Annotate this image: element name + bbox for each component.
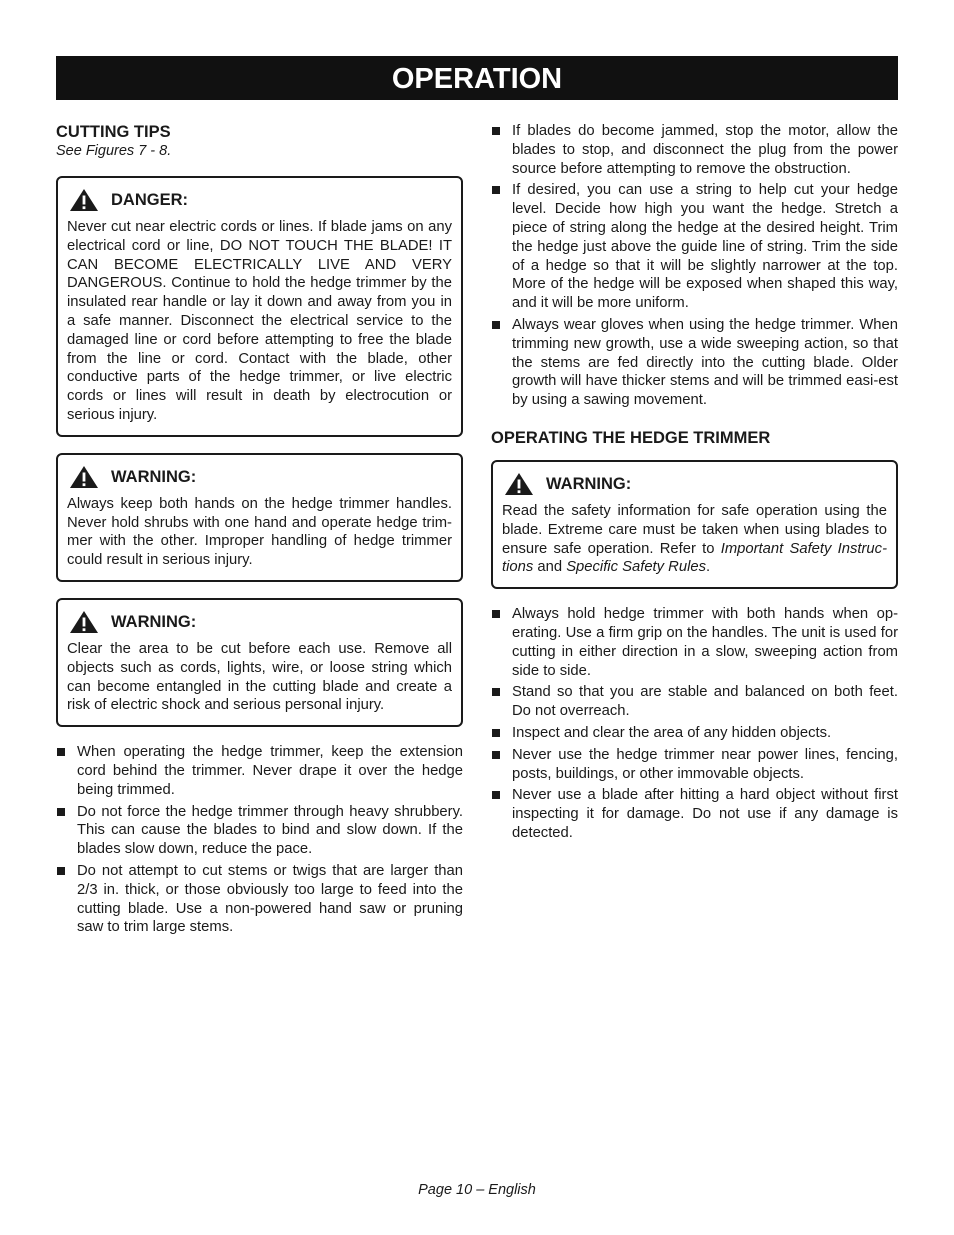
bullet-square-icon xyxy=(492,729,500,737)
warning-callout-blade xyxy=(491,460,898,589)
page-footer: Page 10 – English xyxy=(418,1182,536,1198)
bullet-square-icon xyxy=(57,867,65,875)
warning-callout-hands xyxy=(56,453,463,582)
safety-rules-ref: Specific Safety Rules xyxy=(566,559,706,576)
warning-text: Clear the area to be cut before each use. Remove all objects such as cords, lights, wire, or loose string which can become entangled in the cutting blade and create a risk of electric shock and serious personal injury. xyxy=(67,640,452,714)
warning-triangle-icon xyxy=(69,465,99,489)
bullet-square-icon xyxy=(492,688,500,696)
bullet-square-icon xyxy=(492,321,500,329)
cutting-tips-list xyxy=(56,743,463,937)
danger-text: Never cut near electric cords or lines. If blade jams on any electrical cord or line, DO NOT TOUCH THE BLADE! IT CAN BECOME ELECTRICALLY LIVE AND VERY DANGEROUS. Continue to hold the hedge trimmer by the insulated rear handle or lay it down and away from you in a safe manner. Disconnect the electrical service to the damaged line or cord before attempting to free the blade from the line or cord. Contact with the blade, other conductive parts of the hedge trimmer, or live electric cords or lines will result in death by electrocution or serious injury. xyxy=(67,219,452,423)
list-item: Always hold hedge trimmer with both hands when op-erating. Use a firm grip on the handles. The unit is used for cutting in either direction in a slow, sweeping action from side to side. xyxy=(491,605,898,680)
list-item: If blades do become jammed, stop the motor, allow the blades to stop, and disconnect the plug from the power source before attempting to remove the obstruction. xyxy=(491,122,898,178)
cutting-tips-heading: CUTTING TIPS xyxy=(56,123,171,141)
bullet-square-icon xyxy=(492,791,500,799)
list-item: When operating the hedge trimmer, keep the extension cord behind the trimmer. Never drape it over the hedge being trimmed. xyxy=(56,743,463,799)
bullet-square-icon xyxy=(492,610,500,618)
list-item: If desired, you can use a string to help cut your hedge level. Decide how high you want the hedge. Stretch a piece of string along the hedge at the desired height. Trim the hedge just above the guide line of string. Trim the side of a hedge so that it will be slightly narrower at the top. More of the hedge will be exposed when shaped this way, and it will be more uniform. xyxy=(491,181,898,313)
safety-instructions-ref: Important Safety Instruc-tions xyxy=(502,540,887,576)
right-column xyxy=(491,122,898,846)
cutting-tips-list-continued xyxy=(491,122,898,410)
list-item: Inspect and clear the area of any hidden objects. xyxy=(491,724,898,743)
left-column xyxy=(56,122,463,940)
see-figures-note: See Figures 7 - 8. xyxy=(56,143,172,159)
warning-text: Always keep both hands on the hedge trimmer handles. Never hold shrubs with one hand and operate hedge trim-mer with the other. Improper handling of hedge trimmer could result in serious injury. xyxy=(67,495,452,569)
warning-triangle-icon xyxy=(504,472,534,496)
bullet-square-icon xyxy=(492,751,500,759)
list-item: Always wear gloves when using the hedge trimmer. When trimming new growth, use a wide sweeping action, so that the stems are fed directly into the cutting blade. Older growth will have thicker stems and will be trimmed easi-est by using a sawing movement. xyxy=(491,316,898,410)
bullet-square-icon xyxy=(57,748,65,756)
bullet-square-icon xyxy=(492,127,500,135)
bullet-square-icon xyxy=(57,808,65,816)
warning-label: WARNING: xyxy=(111,467,197,486)
warning-label: WARNING: xyxy=(111,612,197,631)
list-item: Never use the hedge trimmer near power lines, fencing, posts, buildings, or other immovable objects. xyxy=(491,746,898,784)
list-item: Do not attempt to cut stems or twigs that are larger than 2/3 in. thick, or those obviously too large to feed into the cutting blade. Use a non-powered hand saw or pruning saw to trim large stems. xyxy=(56,862,463,937)
danger-callout xyxy=(56,176,463,437)
warning-label: WARNING: xyxy=(546,474,632,493)
warning-text: Read the safety information for safe operation using the blade. Extreme care must be taken when using blades to ensure safe operation. Refer to Important Safety Instruc-tions and Specific Safety Rules. xyxy=(502,502,887,576)
page-title: OPERATION xyxy=(56,56,898,100)
list-item: Never use a blade after hitting a hard object without first inspecting it for damage. Do not use if any damage is detected. xyxy=(491,786,898,842)
operating-list xyxy=(491,605,898,843)
bullet-square-icon xyxy=(492,186,500,194)
warning-callout-clear-area xyxy=(56,598,463,727)
danger-label: DANGER: xyxy=(111,191,188,209)
list-item: Stand so that you are stable and balanced on both feet. Do not overreach. xyxy=(491,683,898,721)
list-item: Do not force the hedge trimmer through heavy shrubbery. This can cause the blades to bind and slow down. If the blades slow down, reduce the pace. xyxy=(56,803,463,859)
warning-triangle-icon xyxy=(69,188,99,212)
operating-heading: OPERATING THE HEDGE TRIMMER xyxy=(491,428,771,447)
warning-triangle-icon xyxy=(69,610,99,634)
